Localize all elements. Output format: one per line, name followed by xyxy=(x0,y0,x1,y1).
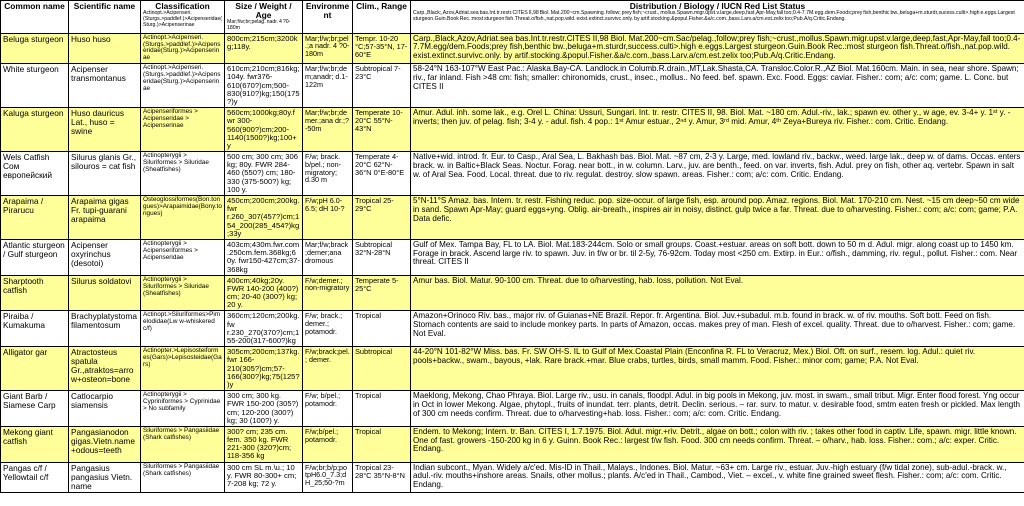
table-header-row xyxy=(1,1,1024,34)
table-row xyxy=(1,196,1024,240)
cell-distribution: Indian subcont., Myan. Widely a/c'ed. Mis-ID in Thail., Malays., Indones. Biol. Matur. ~63+ cm. Large riv., estuar. Juv.-high estuary (f/w tidal zone), sub-adul.-brack. w., adul.-riv. mouths+inshore areas. Snails, other mollus.; plants. A/c'ed in Thail., Cambod., Viet. – excel., v. white fine grained sweet flesh. Fisher.: com; a/c: com. Critic. Endang. xyxy=(411,462,1024,492)
cell-common-name: Arapaima / Pirarucu xyxy=(1,196,69,240)
cell-scientific-name: Silurus glanis Gr., silouros = cat fish xyxy=(69,152,141,196)
cell-common-name: Giant Barb / Siamese Carp xyxy=(1,391,69,427)
cell-common-name: Atlantic sturgeon / Gulf sturgeon xyxy=(1,239,69,275)
cell-size: 450cm;200cm;200kg.fwr r.260_307(457?)cm;154_200(285_454?)kg;33y xyxy=(225,196,303,240)
cell-distribution: Carp.,Black,Azov,Adriat.sea bas.Int.tr.restr.CITES II,98 Biol. Mat.200~cm.Sac/pelag.,follow;prey fish;~crust.,mollus.Spawn.migr.upst.v.large,deep,fast,Apr-May,fall too;0.4-7.7M.egg/dem.Foods;prey fish,benthic bw.,beluga+m.sturdr,success.culti>.high e.eggs.Largest sturgeon.Guin.Book Rec.:most sturgeon fish.Threat.o/fish.,nat.pop.wild. exist.extinct.survivc.only. by artif.stocking.&popul.Fisher.&a/c.com.,bass.Larv.a/cm.est.zelix too;Pub.A/q.Critic.Endang. xyxy=(411,33,1024,64)
cell-environment: Mar;f/w;br;pel.;a nadr. 4 ?0-180m xyxy=(303,33,353,64)
cell-scientific-name: Silurus soldatovi xyxy=(69,275,141,311)
cell-classification: Siluriformes > Pangasiidae (Shark catfishes) xyxy=(141,462,225,492)
column-header-distribution: Distribution / Biology / IUCN Red List Status Carp.,Black;,Azov,Adriat.sea bas.Int.tr.restr.CITES II,98 Biol. Mat.200~cm.Spawning. follow; prey fish;~crust., mollus.Spawn.migr.upst.v.large,deep,fast,Apr-May,fall too;0.4-7.7M.egg.dem.Foods;prey fish,benthic bw.,beluga+m.sturdr,sucess.culti>.high e.eggs.Largest sturgeon.Guin.Book Rec.:most sturgeon fish.Threat.o/fish.,nat.pop.wild. exist.extinct.survivc.only. by artif.stocking.&popul.Fisher.&a/c.com.,bass.Larv.a/cm.est.zelix too;Pub.A/q.Critic.Endang. xyxy=(411,1,1024,34)
cell-classification: Osteoglossiformes(Bon.tongues)>Arapaimidae(Bony.tongues) xyxy=(141,196,225,240)
table-row xyxy=(1,64,1024,108)
cell-scientific-name: Atractosteus spatula Gr.,atraktos=arrow+osteon=bone xyxy=(69,347,141,391)
cell-environment: Mar;f/w;br;dem;anadr; d.1-122m xyxy=(303,64,353,108)
cell-environment: Mar;f/w;br;demer.;ana dr.;?-50m xyxy=(303,108,353,152)
table-row xyxy=(1,347,1024,391)
cell-environment: F/w; brack.; demer.; potamodr. xyxy=(303,311,353,347)
cell-size: 300? cm; 235 cm. fem. 350 kg. FWR 221-300 (320?)cm; 118-356 kg xyxy=(225,426,303,462)
cell-scientific-name: Arapaima gigas Fr. tupi-guarani arapaima xyxy=(69,196,141,240)
table-row xyxy=(1,108,1024,152)
cell-size: 610cm;210cm;816kg;104y. fwr376-610(670?)cm;500-830(910?)kg;150(175?)y xyxy=(225,64,303,108)
column-header-size-note: Mar;f/w;br;pelag. nadr. 4 ?0-180m xyxy=(227,19,291,31)
cell-climate: Tempr. 10-20 °C;57-35°N, 17-60°E xyxy=(353,33,411,64)
column-header-environment: Environment xyxy=(303,1,353,34)
column-header-scientific-name: Scientific name xyxy=(69,1,141,34)
cell-scientific-name: Pangasianodon gigas.Vietn.name +odous=teeth xyxy=(69,426,141,462)
cell-size: 500 cm; 300 cm; 306 kg; 80y. FWR 284-460 (550?) cm; 180-330 (375-500?) kg; 100 y. xyxy=(225,152,303,196)
column-header-size: Size / Weight / Age Mar;f/w;br;pelag. nadr. 4 ?0-180m xyxy=(225,1,303,34)
cell-distribution: Amazon+Orinoco Riv. bas., major riv. of Guianas+NE Brazil. Repor. fr. Argentina. Biol. Juv.+subadul. m.b. found in brack. w. of riv. mouths. Soft bott. Feed on fish. Stomach contents are said to include monkey parts. In parts of Amazon, occas. makes prey of man. Flesh of excel. quality. Threat. due to o/harvest. Fisher.: com; game. Not Eval. xyxy=(411,311,1024,347)
cell-size: 305cm;200cm;137kg.fwr 166-210(305?)cm;57-166(300?)kg;75(125?)y xyxy=(225,347,303,391)
cell-classification: Siluriformes > Pangasiidae (Shark catfishes) xyxy=(141,426,225,462)
cell-climate: Tropical xyxy=(353,426,411,462)
cell-classification: Actinopt.>Acipenseri.(Sturgs.>paddlef.)>Acipenseridae(Sturg.)>Acipenserinae xyxy=(141,33,225,64)
cell-climate: Tropical xyxy=(353,391,411,427)
column-header-common-name: Common name xyxy=(1,1,69,34)
table-row xyxy=(1,462,1024,492)
cell-environment: F/w;br;b/p;po tpH6.0_7.3;d H_25;50-?m xyxy=(303,462,353,492)
cell-environment: F/w; brack. b/pel.; non-migratory; d.30 m xyxy=(303,152,353,196)
cell-size: 400cm;40kg;20y. FWR 140-200 (400?) cm; 20-40 (300?) kg; 20 y. xyxy=(225,275,303,311)
cell-environment: F/w;demer.; non-migratory xyxy=(303,275,353,311)
cell-classification: Actinopterygii > Cypriniformes > Cyprinidae > No subfamily xyxy=(141,391,225,427)
cell-common-name: Sharptooth catfish xyxy=(1,275,69,311)
table-row xyxy=(1,33,1024,64)
table-row xyxy=(1,239,1024,275)
cell-climate: Subtropical 32°N-28°N xyxy=(353,239,411,275)
cell-distribution: 5°N-11°S Amaz. bas. Intern. tr. restr. Fishing reduc. pop. size-occur. of large fish, esp. around pop. Amaz. regions. Biol. Mat. 170-210 cm. Nest. ~15 cm deep~50 cm wide in sand. Spawn Apr-May; guard eggs+yng. Oblig. air-breath., inspires air in noisy, distinct. gulp twice a far. Threat. due to o/harvesting. Fisher.: com; a/c: com; game; P.A. Data defic. xyxy=(411,196,1024,240)
cell-common-name: Pangas c/f / Yellowtail c/f xyxy=(1,462,69,492)
cell-classification: Actinopterygii > Siluriformes > Siluridae (Sheatfishes) xyxy=(141,152,225,196)
table-row xyxy=(1,152,1024,196)
cell-climate: Temperate 5-25°C xyxy=(353,275,411,311)
cell-climate: Tropical 25-29°C xyxy=(353,196,411,240)
cell-classification: Actinopt.>Siluriformes>Pimelodidae(Lw w-whiskered c/f) xyxy=(141,311,225,347)
cell-climate: Subtropical 7-23°C xyxy=(353,64,411,108)
cell-common-name: Wels Catfish Сом европейский xyxy=(1,152,69,196)
cell-environment: F/w;b/pel.; potamodr. xyxy=(303,426,353,462)
cell-scientific-name: Huso dauricus Lat., huso = swine xyxy=(69,108,141,152)
cell-climate: Temperate 4-20°C 62°N-36°N 0°E-80°E xyxy=(353,152,411,196)
cell-distribution: Gulf of Mex. Tampa Bay, FL to LA. Biol. Mat.183-244cm. Solo or small groups. Coast.+estuar. areas on soft bott. down to 50 m d. Adul. migr. along coast up to 1450 km. Forage in brack. Ascend large riv. to spawn. Juv. in f/w or br. til 2-5y, 76-92cm. Today most <250 cm. Extirp. in Eur.: o/fish., damming, riv. regul., pollut. Fisher.: com. Near threat. CITES II xyxy=(411,239,1024,275)
cell-climate: Subtropical xyxy=(353,347,411,391)
cell-common-name: Mekong giant catfish xyxy=(1,426,69,462)
cell-environment: F/w;pH 6.0-6.5; dH 10-? xyxy=(303,196,353,240)
cell-common-name: Beluga sturgeon xyxy=(1,33,69,64)
cell-distribution: 58-24°N 163-107°W East Pac.: Alaska.Bay-CA. Landlock.in Columb.R.drain.,MT,Lak.Shasta,CA. Transloc.Color.R.,AZ Biol. Mat.160cm. Main. in sea, near shore. Spawn; riv., far inland. Fish >48 cm: fish; smaller: chironomids, crust., insec., mollus.. No feed. bef. spawn. Exc. Food. Eggs: caviar. Fisher.: com; a/c: com; game. L. Conc. but CITES II xyxy=(411,64,1024,108)
table-row xyxy=(1,275,1024,311)
cell-climate: Temperate 10-20°C 55°N-43°N xyxy=(353,108,411,152)
cell-size: 360cm;120cm;200kg.fw r.230_270(370?)cm;155-200(317-600?)kg xyxy=(225,311,303,347)
column-header-distribution-note: Carp.,Black;,Azov,Adriat.sea bas.Int.tr.restr.CITES II,98 Biol. Mat.200~cm.Spawning. follow; prey fish;~crust., mollus.Spawn.migr.upst.v.large,deep,fast,Apr-May,fall too;0.4-7.7M.egg.dem.Foods;prey fish,benthic bw.,beluga+m.sturdr,sucess.culti>.high e.eggs.Largest sturgeon.Guin.Book Rec.:most sturgeon fish.Threat.o/fish.,nat.pop.wild. exist.extinct.survivc.only. by artif.stocking.&popul.Fisher.&a/c.com.,bass.Larv.a/cm.est.zelix too;Pub.A/q.Critic.Endang. xyxy=(413,10,1015,22)
cell-size: 560cm;1000kg;80y.fwr 300-560(900?)cm;200-1140(1500?)kg;100+y xyxy=(225,108,303,152)
table-row xyxy=(1,391,1024,427)
cell-size: 300 cm; 300 kg. FWR 150-200 (305?) cm; 120-200 (300?) kg; 30 (100?) y. xyxy=(225,391,303,427)
cell-distribution: Endem. to Mekong; Intern. tr. Ban. CITES I, 1.7.1975. Biol. Adul. migr.+riv. Detrit., algae on bott.; colon with riv. ; takes other food in captiv. Life, spawn. migr. little known. One of fast. growers -150-200 kg in 6 y. Guinn. Book Rec.: largest f/w fish. Food. 300 cm needs confirm. Threat. – o/harv., hab. loss. Fisher.: com.; a/c: exper. Critic. Endang. xyxy=(411,426,1024,462)
cell-distribution: Amur bas. Biol. Matur. 90-100 cm. Threat. due to o/harvesting, hab. loss, pollution. Not Eval. xyxy=(411,275,1024,311)
column-header-classification-note: Actinopt.>Acipenseri.(Sturgs.>paddlef.)>Acipenseridae(Sturg.)>Acipenserinae xyxy=(143,10,223,28)
cell-common-name: Kaluga sturgeon xyxy=(1,108,69,152)
column-header-classification: Classification Actinopt.>Acipenseri.(Sturgs.>paddlef.)>Acipenseridae(Sturg.)>Acipenserinae xyxy=(141,1,225,34)
cell-scientific-name: Acipenser transmontanus xyxy=(69,64,141,108)
cell-size: 800cm;215cm;3200kg;118y. xyxy=(225,33,303,64)
table-row xyxy=(1,426,1024,462)
cell-classification: Actinopter.>Lepisosteiformes(Gars)>Lepisosteidae(Gars) xyxy=(141,347,225,391)
table-body xyxy=(1,33,1024,492)
cell-classification: Actinopt.>Acipenseri.(Sturgs.>paddlef.)>Acipenseridae(Sturg.)>Acipenserinae xyxy=(141,64,225,108)
cell-climate: Tropical xyxy=(353,311,411,347)
cell-common-name: Piraiba / Kumakuma xyxy=(1,311,69,347)
cell-environment: F/w;brack;pel.; demer. xyxy=(303,347,353,391)
cell-scientific-name: Pangasius pangasius Vietn. name xyxy=(69,462,141,492)
cell-classification: Actinopterygii > Siluriformes > Siluridae (Sheatfishes) xyxy=(141,275,225,311)
cell-common-name: White sturgeon xyxy=(1,64,69,108)
cell-scientific-name: Huso huso xyxy=(69,33,141,64)
table-row xyxy=(1,311,1024,347)
cell-distribution: Native+wid. introd. fr. Eur. to Casp., Aral Sea, L. Bakhash bas. Biol. Mat. ~87 cm, 2-3 y. Large, med. lowland riv., backw., weed. large lak., deep w. of dams. Occas. enters brack. w. in Baltic+Black Seas. Noctur. Forag. near bott., in w. column. Larv., juv. are benth., feed. on var. inverts, fish. Adul. prey on fish, other aq. vertebr. Spawn in salt w. of Aral Sea. Food. Local. threat. due to riv. regulat. destroy. slow spawn. areas. Fisher.: com; a/c: com. Critic. Endang. xyxy=(411,152,1024,196)
cell-distribution: Maeklong, Mekong, Chao Phraya. Biol. Large riv., usu. in canals, floodpl. Adul. in big pools in Mekong, juv. most. in swam., small tribut. Migr. Enter flood forest. Yng occur in Oct in lower Mekong. Algae, phytopl., fruits of inundat. terr. plants, detrit. Declin. serious. – rar. surv. to matur. v. desirable food, smtm eaten fresh or pickled. Max length of 300 cm needs confirm. Threat. due to o/harvesting+hab. loss. Fisher.: com; a/c: com. Critic. Endang. xyxy=(411,391,1024,427)
column-header-climate: Clim., Range xyxy=(353,1,411,34)
cell-classification: Actinopterygii > Acipenseriformes > Acipenseridae xyxy=(141,239,225,275)
cell-classification: Acipenseriformes > Acipenseridae > Acipenserinae xyxy=(141,108,225,152)
cell-size: 403cm;430m.fwr.com.250cm.fem.368kg;60y. fwr150-427cm;37-368kg xyxy=(225,239,303,275)
cell-distribution: 44-20°N 101-82°W Miss. bas. Fr. SW OH-S. IL to Gulf of Mex.Coastal Plain (Enconfina R. FL to Veracruz, Mex.) Biol. Oft. on surf., resem. log. Adul.: quiet riv. pools+backw., swam., bayous, +lak. Rare brack.+mar. Blue crabs, turtles, birds, small mamm. Food. Fisher.: minor com; game; P.A. Not Eval. xyxy=(411,347,1024,391)
cell-scientific-name: Brachyplatystoma filamentosum xyxy=(69,311,141,347)
cell-size: 300 cm SL m.\u.; 10 y. FWR 80-300+ cm; 7-208 kg; 72 y. xyxy=(225,462,303,492)
cell-scientific-name: Acipenser oxyrinchus (desotoi) xyxy=(69,239,141,275)
cell-climate: Tropical 23-28°C 35°N-8°N xyxy=(353,462,411,492)
cell-environment: Mar;f/w;brack;demer;ana dromous xyxy=(303,239,353,275)
cell-environment: F/w; b/pel.; potamodr. xyxy=(303,391,353,427)
cell-common-name: Alligator gar xyxy=(1,347,69,391)
cell-scientific-name: Catlocarpio siamensis xyxy=(69,391,141,427)
cell-distribution: Amur. Adul. inh. some lak., e.g. Orel L. China: Ussuri, Sungari. Int. tr. restr. CITES II, 98. Biol. Mat. ~180 cm. Adul.-riv., lak.; spawn ev. other y., w age, ev. 3-4+ y. 1ˢᵗ y. - inverts; then juv. of pelag. fish; 3-4 y. - adul. fish. 4 pop.: 1ˢᵗ Amur estuar., 2ⁿᵈ y. Amur, 3ʳᵈ mid. Amur, 4ᵗʰ Zeya+Bureya riv. Fisher.: com. Critic. Endang. xyxy=(411,108,1024,152)
